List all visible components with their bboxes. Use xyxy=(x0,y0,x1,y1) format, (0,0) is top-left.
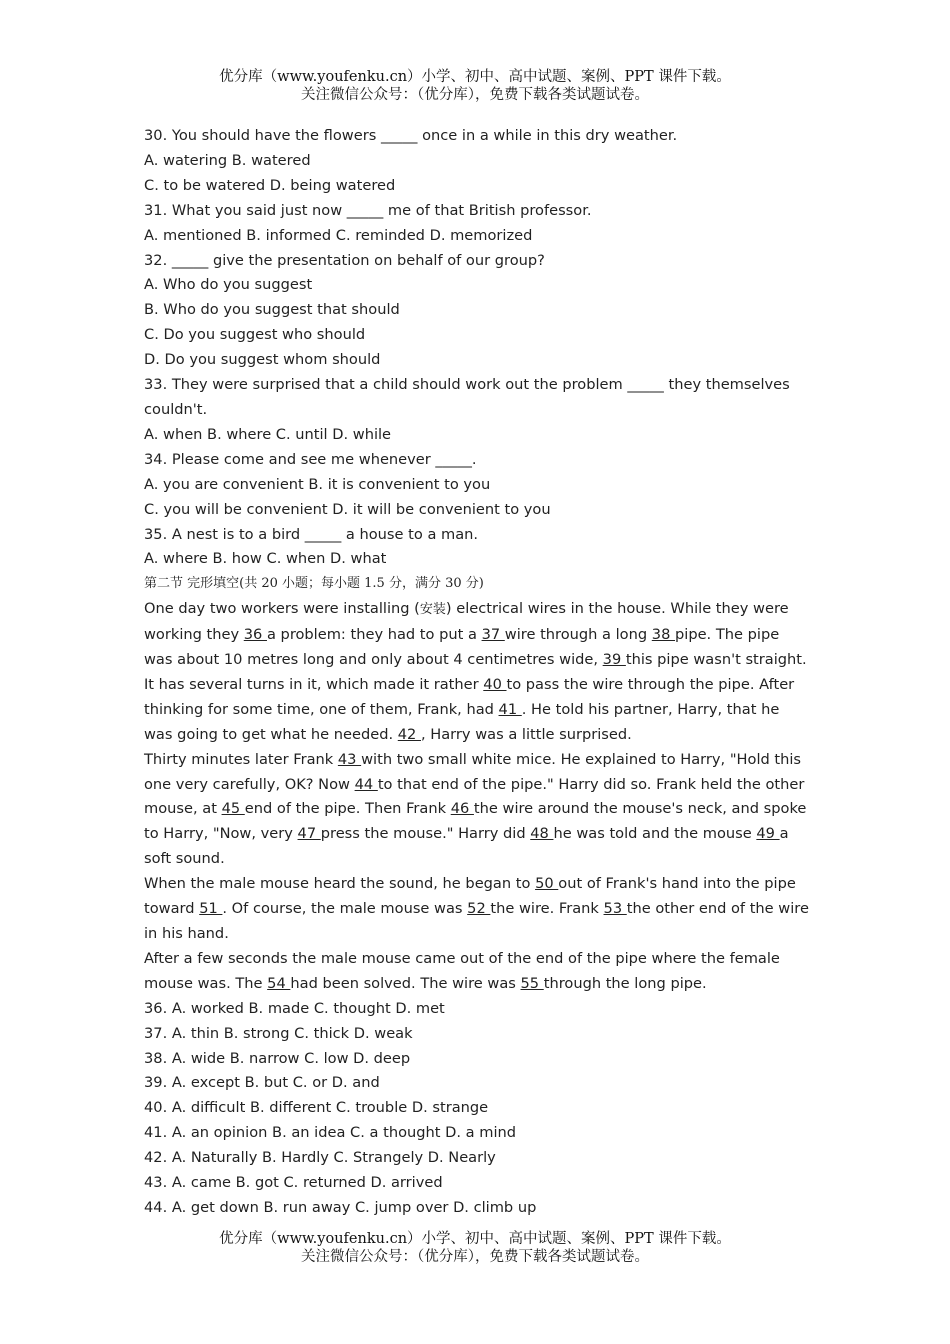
passage-text: . Of course, the male mouse was xyxy=(222,900,468,918)
blank-51: 51 xyxy=(199,900,223,918)
passage-paragraph-3 xyxy=(144,872,809,947)
passage-paragraph-2 xyxy=(144,748,809,873)
passage-text: had been solved. The wire was xyxy=(290,974,521,992)
question-32-option-b: B. Who do you suggest that should xyxy=(144,301,400,319)
passage-text: this pipe wasn't straight. It has several turns in it, which made it rather xyxy=(144,651,807,693)
passage-text: wire through a long xyxy=(504,626,652,644)
question-32-option-c: C. Do you suggest who should xyxy=(144,326,366,344)
question-35-stem: 35. A nest is to a bird _____ a house to a man. xyxy=(144,525,479,543)
question-34-stem: 34. Please come and see me whenever _____. xyxy=(144,450,477,468)
passage-text: out of Frank's hand into the pipe toward xyxy=(144,875,796,918)
question-34-options-cd: C. you will be convenient D. it will be convenient to you xyxy=(144,500,551,518)
passage-text: the wire. Frank xyxy=(490,900,604,918)
passage-text: he was told and the mouse xyxy=(553,825,757,843)
options-37: 37. A. thin B. strong C. thick D. weak xyxy=(144,1024,413,1042)
page-footer xyxy=(0,1230,950,1266)
question-30-options-cd: C. to be watered D. being watered xyxy=(144,176,396,194)
blank-46: 46 xyxy=(450,800,474,818)
passage-text: ) electrical wires in the house. While they were working they xyxy=(144,600,789,644)
question-30-stem: 30. You should have the flowers _____ once in a while in this dry weather. xyxy=(144,127,678,144)
blank-43: 43 xyxy=(337,750,362,768)
passage-text: Thirty minutes later Frank xyxy=(144,750,338,768)
header-line-1: 优分库（www.youfenku.cn）小学、初中、高中试题、案例、PPT 课件下载。 xyxy=(219,69,731,85)
options-41: 41. A. an opinion B. an idea C. a thought D. a mind xyxy=(144,1124,517,1142)
blank-36: 36 xyxy=(243,626,267,644)
passage-text: One day two workers were installing ( xyxy=(144,600,420,618)
question-32-option-a: A. Who do you suggest xyxy=(144,276,313,294)
document-body xyxy=(144,124,809,1221)
question-35-options: A. where B. how C. when D. what xyxy=(144,550,387,568)
options-44: 44. A. get down B. run away C. jump over D. climb up xyxy=(144,1198,537,1216)
question-32-stem: 32. _____ give the presentation on behalf of our group? xyxy=(144,251,545,269)
header-line-2: 关注微信公众号：（优分库），免费下载各类试题试卷。 xyxy=(301,87,649,103)
passage-text: , Harry was a little surprised. xyxy=(420,725,632,743)
question-33-stem-cont: couldn't. xyxy=(144,400,208,418)
blank-44: 44 xyxy=(354,775,378,793)
passage-text: the other end of the wire in his hand. xyxy=(144,900,809,942)
blank-53: 53 xyxy=(603,900,627,918)
chinese-gloss: 安装 xyxy=(419,602,446,618)
blank-50: 50 xyxy=(535,875,559,893)
blank-49: 49 xyxy=(756,825,780,843)
blank-39: 39 xyxy=(602,651,626,669)
passage-text: to that end of the pipe." Harry did so. Frank held the other mouse, at xyxy=(144,775,805,818)
options-40: 40. A. difficult B. different C. trouble D. strange xyxy=(144,1099,489,1117)
passage-text: When the male mouse heard the sound, he began to xyxy=(144,875,536,893)
passage-text: press the mouse." Harry did xyxy=(320,825,531,843)
blank-45: 45 xyxy=(221,800,245,818)
footer-line-2: 关注微信公众号：（优分库），免费下载各类试题试卷。 xyxy=(301,1249,649,1265)
blank-38: 38 xyxy=(651,626,675,644)
passage-paragraph-1 xyxy=(144,597,809,747)
blank-54: 54 xyxy=(267,974,291,992)
options-36: 36. A. worked B. made C. thought D. met xyxy=(144,999,445,1017)
options-39: 39. A. except B. but C. or D. and xyxy=(144,1074,380,1092)
options-43: 43. A. came B. got C. returned D. arrived xyxy=(144,1174,443,1192)
passage-text: end of the pipe. Then Frank xyxy=(244,800,451,818)
passage-text: with two small white mice. He explained to Harry, "Hold this one very carefully, OK? Now xyxy=(144,750,802,793)
blank-55: 55 xyxy=(520,974,544,992)
page-header xyxy=(0,68,950,104)
blank-37: 37 xyxy=(481,626,505,644)
blank-48: 48 xyxy=(530,825,554,843)
options-38: 38. A. wide B. narrow C. low D. deep xyxy=(144,1049,411,1067)
passage-paragraph-4 xyxy=(144,947,809,997)
blank-52: 52 xyxy=(467,900,491,918)
passage-text: through the long pipe. xyxy=(543,974,707,992)
passage-text: a soft sound. xyxy=(144,825,789,868)
question-32-option-d: D. Do you suggest whom should xyxy=(144,351,381,369)
passage-text: pipe. The pipe was about 10 metres long and only about 4 centimetres wide, xyxy=(144,626,780,669)
section-2-title: 第二节 完形填空(共 20 小题；每小题 1.5 分，满分 30 分) xyxy=(144,576,484,592)
question-33-stem: 33. They were surprised that a child should work out the problem _____ they themselves xyxy=(144,376,790,394)
question-31-stem: 31. What you said just now _____ me of that British professor. xyxy=(144,201,592,219)
passage-text: a problem: they had to put a xyxy=(266,626,482,644)
question-33-options: A. when B. where C. until D. while xyxy=(144,425,392,443)
question-31-options: A. mentioned B. informed C. reminded D. memorized xyxy=(144,226,533,244)
blank-41: 41 xyxy=(498,700,522,718)
blank-40: 40 xyxy=(483,675,507,693)
blank-42: 42 xyxy=(397,725,421,743)
passage-text: After a few seconds the male mouse came out of the end of the pipe where the female mouse was. The xyxy=(144,949,780,992)
passage-text: the wire around the mouse's neck, and spoke to Harry, "Now, very xyxy=(144,800,807,843)
options-42: 42. A. Naturally B. Hardly C. Strangely D. Nearly xyxy=(144,1149,496,1167)
blank-47: 47 xyxy=(297,825,321,843)
question-34-options-ab: A. you are convenient B. it is convenient to you xyxy=(144,475,491,493)
passage-text: to pass the wire through the pipe. After thinking for some time, one of them, Frank, had xyxy=(144,675,795,718)
footer-line-1: 优分库（www.youfenku.cn）小学、初中、高中试题、案例、PPT 课件下载。 xyxy=(219,1231,731,1247)
passage-text: . He told his partner, Harry, that he was going to get what he needed. xyxy=(144,700,780,743)
question-30-options-ab: A. watering B. watered xyxy=(144,151,311,169)
